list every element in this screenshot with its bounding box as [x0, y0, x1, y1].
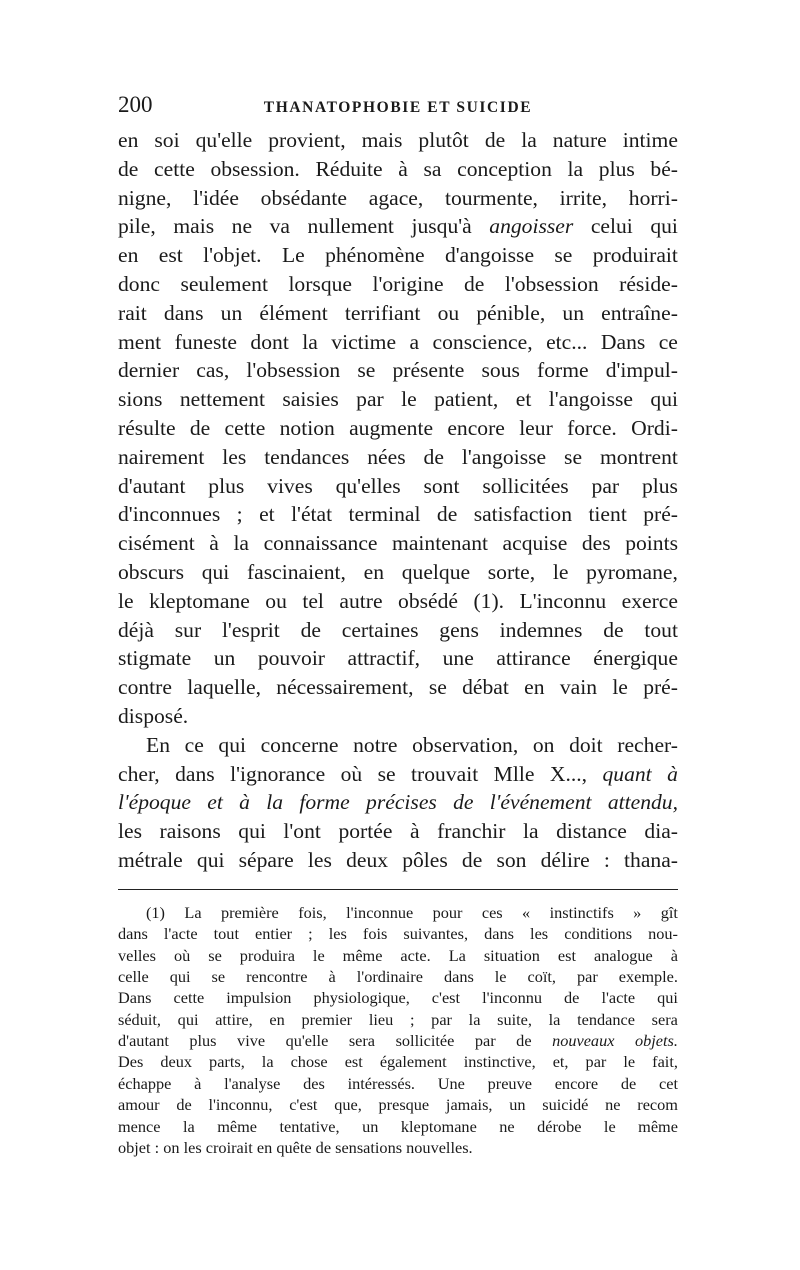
text-line: de cette obsession. Réduite à sa conception la plus bé- [118, 156, 678, 181]
footnote-separator [118, 889, 678, 890]
text-line: le kleptomane ou tel autre obsédé (1). L'inconnu exerce [118, 588, 678, 613]
text-line: les raisons qui l'ont portée à franchir la distance dia- [118, 819, 678, 844]
text-line: disposé. [118, 703, 189, 728]
text-line: ment funeste dont la victime a conscience, etc... Dans ce [118, 329, 678, 354]
footnote-line: d'autant plus vive qu'elle sera sollicitée par de nouveaux objets. [118, 1031, 678, 1051]
text-line: nairement les tendances nées de l'angoisse se montrent [118, 444, 678, 469]
footnote [118, 902, 678, 1159]
page-number: 200 [118, 92, 153, 117]
text-line: En ce qui concerne notre observation, on doit recher- [146, 732, 678, 757]
text-line: d'inconnues ; et l'état terminal de satisfaction tient pré- [118, 502, 678, 527]
text-line: sions nettement saisies par le patient, et l'angoisse qui [118, 387, 678, 412]
running-head [118, 92, 678, 126]
footnote-line: séduit, qui attire, en premier lieu ; par la suite, la tendance sera [118, 1009, 678, 1029]
text-line: l'époque et à la forme précises de l'événement attendu, [118, 790, 678, 815]
text-line: nigne, l'idée obsédante agace, tourmente, irrite, horri- [118, 185, 678, 210]
text-line: obscurs qui fascinaient, en quelque sorte, le pyromane, [118, 559, 678, 584]
text-line: déjà sur l'esprit de certaines gens indemnes de tout [118, 617, 678, 642]
running-title: THANATOPHOBIE ET SUICIDE [263, 99, 533, 116]
text-line: cher, dans l'ignorance où se trouvait Mlle X..., quant à [118, 761, 678, 786]
footnote-line: velles où se produira le même acte. La situation est analogue à [118, 945, 678, 965]
footnote-line: Dans cette impulsion physiologique, c'est l'inconnu de l'acte qui [118, 988, 678, 1008]
footnote-line: objet : on les croirait en quête de sensations nouvelles. [118, 1138, 473, 1158]
text-line: en est l'objet. Le phénomène d'angoisse se produirait [118, 243, 678, 268]
text-line: résulte de cette notion augmente encore leur force. Ordi- [118, 415, 678, 440]
text-line: stigmate un pouvoir attractif, une attirance énergique [118, 646, 678, 671]
footnote-line: mence la même tentative, un kleptomane ne dérobe le même [118, 1116, 678, 1136]
footnote-line: dans l'acte tout entier ; les fois suivantes, dans les conditions nou- [118, 924, 678, 944]
body-text [118, 126, 678, 875]
text-line: contre laquelle, nécessairement, se débat en vain le pré- [118, 675, 678, 700]
footnote-line: (1) La première fois, l'inconnue pour ces « instinctifs » gît [146, 902, 678, 922]
footnote-line: Des deux parts, la chose est également instinctive, et, par le fait, [118, 1052, 678, 1072]
footnote-line: échappe à l'analyse des intéressés. Une preuve encore de cet [118, 1073, 678, 1093]
text-line: rait dans un élément terrifiant ou pénible, un entraîne- [118, 300, 678, 325]
text-line: dernier cas, l'obsession se présente sous forme d'impul- [118, 358, 678, 383]
text-line: en soi qu'elle provient, mais plutôt de la nature intime [118, 128, 678, 152]
text-line: donc seulement lorsque l'origine de l'obsession réside- [118, 271, 678, 296]
text-line: pile, mais ne va nullement jusqu'à angoisser celui qui [118, 214, 678, 239]
book-page [118, 92, 678, 1158]
footnote-line: amour de l'inconnu, c'est que, presque jamais, un suicidé ne recom [118, 1095, 678, 1115]
footnote-line: celle qui se rencontre à l'ordinaire dans le coït, par exemple. [118, 966, 678, 986]
text-line: d'autant plus vives qu'elles sont sollicitées par plus [118, 473, 678, 498]
text-line: métrale qui sépare les deux pôles de son délire : thana- [118, 847, 678, 872]
text-line: cisément à la connaissance maintenant acquise des points [118, 531, 678, 556]
